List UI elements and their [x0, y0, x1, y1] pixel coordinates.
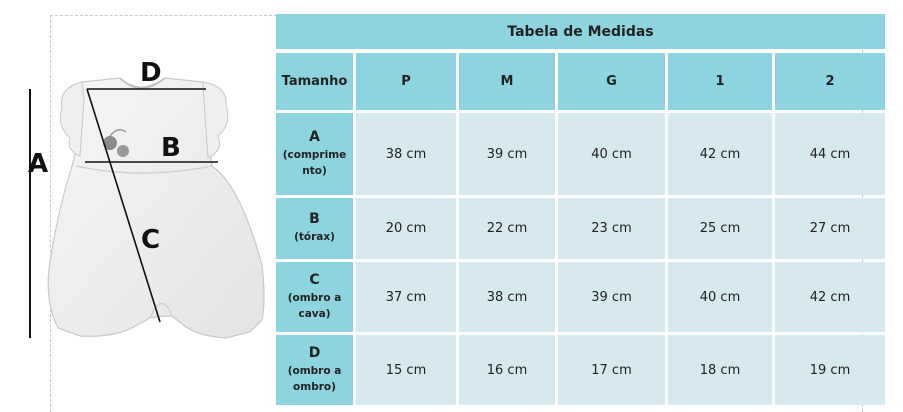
row-header-b	[276, 198, 353, 259]
table-cell: 44 cm	[775, 113, 885, 195]
row-header-c	[276, 262, 353, 332]
row-sub-line1: (comprime	[282, 149, 347, 162]
row-sub-line2: ombro)	[293, 380, 336, 393]
table-cell: 38 cm	[459, 262, 555, 332]
table-cell: 19 cm	[775, 335, 885, 405]
table-cell: 15 cm	[356, 335, 456, 405]
row-sub-line1: (ombro a	[287, 365, 342, 378]
table-cell: 40 cm	[668, 262, 772, 332]
size-table	[276, 14, 886, 406]
table-cell: 38 cm	[356, 113, 456, 195]
size-col-p: P	[356, 53, 456, 110]
table-cell: 25 cm	[668, 198, 772, 259]
table-cell: 40 cm	[558, 113, 665, 195]
label-d: D	[140, 58, 162, 88]
row-header-a	[276, 113, 353, 195]
label-a: A	[28, 149, 49, 179]
table-cell: 39 cm	[459, 113, 555, 195]
table-cell: 20 cm	[356, 198, 456, 259]
row-letter: B	[309, 211, 320, 228]
table-cell: 22 cm	[459, 198, 555, 259]
row-sub	[288, 291, 342, 321]
row-sub-line2: cava)	[298, 307, 331, 320]
right-ruffle	[203, 82, 228, 158]
size-col-2: 2	[775, 53, 885, 110]
table-cell: 39 cm	[558, 262, 665, 332]
row-sub-line1: (ombro a	[287, 292, 342, 305]
garment-figure	[0, 0, 276, 412]
row-sub	[288, 364, 342, 394]
romper-illustration	[0, 0, 276, 412]
table-cell: 18 cm	[668, 335, 772, 405]
row-letter: C	[309, 272, 320, 289]
label-b: B	[161, 133, 181, 163]
row-letter: A	[309, 129, 320, 146]
table-cell: 17 cm	[558, 335, 665, 405]
size-header: Tamanho	[276, 53, 353, 110]
row-sub-line1: (tórax)	[294, 231, 335, 244]
size-col-m: M	[459, 53, 555, 110]
table-cell: 27 cm	[775, 198, 885, 259]
left-ruffle	[60, 82, 84, 156]
table-cell: 37 cm	[356, 262, 456, 332]
table-cell: 42 cm	[775, 262, 885, 332]
size-col-1: 1	[668, 53, 772, 110]
row-sub	[294, 230, 335, 245]
table-cell: 23 cm	[558, 198, 665, 259]
table-cell: 16 cm	[459, 335, 555, 405]
label-c: C	[141, 225, 161, 255]
table-cell: 42 cm	[668, 113, 772, 195]
row-letter: D	[308, 345, 321, 362]
table-title: Tabela de Medidas	[276, 14, 885, 49]
size-col-g: G	[558, 53, 665, 110]
row-header-d	[276, 335, 353, 405]
row-sub-line2: nto)	[302, 164, 327, 177]
row-sub	[283, 148, 347, 178]
